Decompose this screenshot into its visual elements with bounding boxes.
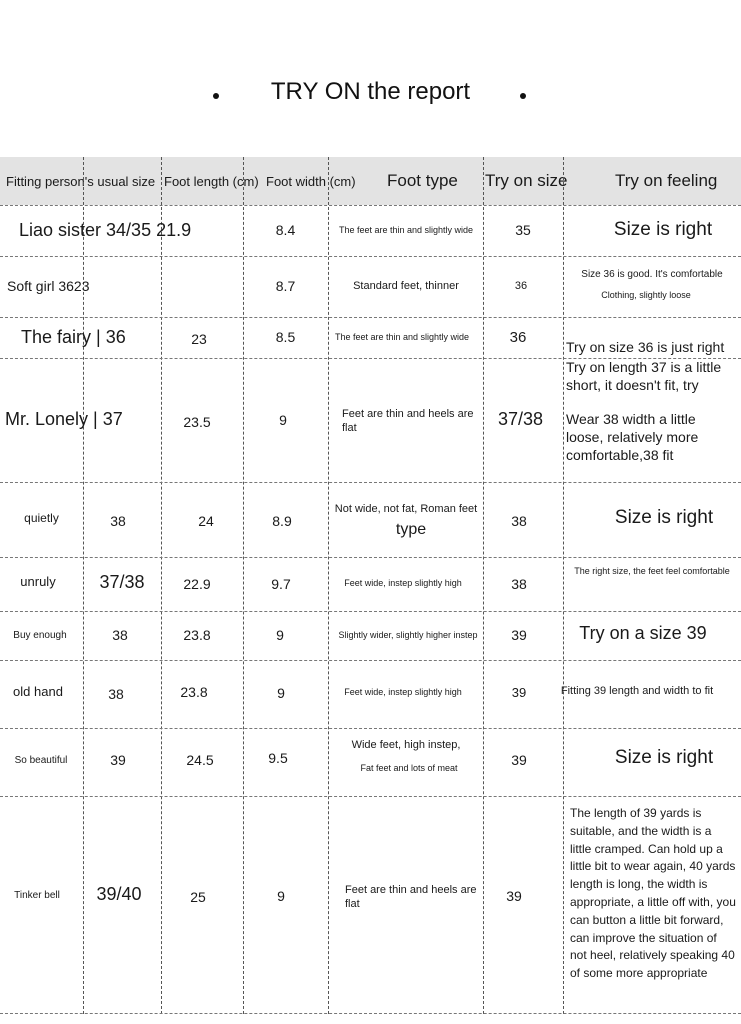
row-try-on-size: 36 bbox=[509, 328, 527, 346]
row-feeling: The length of 39 yards is suitable, and the width is a little cramped. Can hold up a little bit to wear again, 40 yards length is long, the width is appropriate, a little off with, you can button a little bit forward, can improve the situation of not heel, relatively speaking 40 of some more appropriate bbox=[570, 806, 736, 981]
row-foot-width: 9.5 bbox=[268, 749, 288, 766]
row-foot-width: 9 bbox=[277, 887, 285, 904]
header-try-on-feeling: Try on feeling bbox=[615, 171, 718, 190]
row-try-on-size: 39 bbox=[506, 887, 522, 904]
row-feeling: Try on a size 39 bbox=[579, 623, 707, 644]
header-foot-width: Foot width (cm) bbox=[266, 173, 356, 189]
row-foot-width: 9 bbox=[276, 627, 284, 644]
row-foot-length: 23.8 bbox=[183, 627, 211, 644]
header-try-on-size: Try on size bbox=[485, 171, 568, 190]
title-bullet-right bbox=[520, 93, 526, 99]
row-feeling-line-1: Size 36 is good. It's comfortable bbox=[581, 268, 723, 280]
row-usual-size: 38 bbox=[112, 627, 128, 644]
row-foot-width: 9 bbox=[277, 684, 285, 701]
row-name: quietly bbox=[24, 510, 59, 525]
row-foot-length: 24 bbox=[198, 513, 214, 530]
row-foot-width: 8.5 bbox=[275, 329, 296, 346]
row-foot-length: 24.5 bbox=[186, 751, 214, 768]
row-foot-length: 25 bbox=[190, 888, 206, 905]
row-feeling-line-1: Try on length 37 is a little short, it doesn't fit, try bbox=[566, 359, 722, 394]
row-name: old hand bbox=[13, 683, 63, 699]
row-try-on-size: 39 bbox=[511, 751, 527, 768]
row-foot-width: 9.7 bbox=[271, 576, 291, 593]
row-foot-type: The feet are thin and slightly wide bbox=[334, 331, 470, 342]
row-foot-type: The feet are thin and slightly wide bbox=[338, 224, 474, 235]
header-foot-length: Foot length (cm) bbox=[164, 173, 259, 189]
row-foot-width: 8.9 bbox=[272, 513, 292, 530]
row-feeling: Fitting 39 length and width to fit bbox=[560, 684, 714, 697]
row-feeling: Size is right bbox=[614, 507, 714, 529]
row-foot-width: 9 bbox=[279, 411, 287, 428]
row-try-on-size: 36 bbox=[514, 280, 528, 293]
row-feeling: The right size, the feet feel comfortable bbox=[574, 566, 730, 577]
page-title: TRY ON the report bbox=[270, 78, 471, 105]
row-foot-type: Feet wide, instep slightly high bbox=[344, 577, 462, 588]
row-foot-type-line-1: Not wide, not fat, Roman feet bbox=[334, 502, 478, 515]
row-foot-length: 23.5 bbox=[183, 413, 211, 430]
row-foot-width: 8.4 bbox=[275, 222, 296, 239]
row-feeling: Size is right bbox=[613, 219, 713, 241]
row-name: Tinker bell bbox=[14, 889, 60, 901]
row-usual-size: 38 bbox=[108, 685, 124, 702]
row-feeling-line-2: Wear 38 width a little loose, relatively more comfortable,38 fit bbox=[566, 411, 699, 464]
row-try-on-size: 38 bbox=[511, 513, 527, 530]
row-name: Mr. Lonely | 37 bbox=[5, 409, 123, 430]
row-usual-size: 37/38 bbox=[99, 571, 145, 592]
row-name: The fairy | 36 bbox=[21, 326, 126, 347]
row-foot-length: 23 bbox=[191, 331, 207, 348]
header-usual-size: Fitting person's usual size bbox=[6, 173, 156, 189]
row-foot-type: Feet are thin and heels are flat bbox=[345, 883, 477, 910]
row-name: So beautiful bbox=[14, 754, 68, 766]
row-usual-size: 39 bbox=[110, 751, 126, 768]
row-feeling-line-2: Clothing, slightly loose bbox=[601, 290, 691, 301]
row-name: Liao sister 34/35 21.9 bbox=[19, 219, 192, 240]
row-foot-type: Feet are thin and heels are flat bbox=[342, 407, 474, 434]
header-foot-type: Foot type bbox=[387, 171, 458, 190]
row-name: Soft girl 3623 bbox=[7, 278, 90, 295]
row-foot-type: Standard feet, thinner bbox=[353, 280, 459, 293]
row-try-on-size: 39 bbox=[511, 684, 527, 700]
row-foot-type-line-1: Wide feet, high instep, bbox=[351, 738, 461, 751]
row-foot-type-line-2: type bbox=[395, 520, 427, 538]
row-try-on-size: 35 bbox=[515, 222, 531, 239]
row-feeling: Size is right bbox=[614, 746, 714, 768]
row-foot-length: 22.9 bbox=[183, 576, 211, 593]
row-foot-type: Slightly wider, slightly higher instep bbox=[338, 629, 478, 640]
row-foot-type-line-2: Fat feet and lots of meat bbox=[360, 763, 458, 774]
row-try-on-size: 39 bbox=[511, 627, 527, 644]
row-foot-width: 8.7 bbox=[275, 278, 296, 295]
row-name: Buy enough bbox=[13, 630, 67, 641]
row-try-on-size: 38 bbox=[511, 576, 527, 593]
row-feeling: Try on size 36 is just right bbox=[566, 338, 725, 355]
row-name: unruly bbox=[20, 574, 56, 590]
row-foot-length: 23.8 bbox=[180, 683, 208, 700]
row-usual-size: 38 bbox=[110, 513, 126, 530]
row-try-on-size: 37/38 bbox=[497, 409, 544, 430]
row-foot-type: Feet wide, instep slightly high bbox=[344, 687, 462, 698]
row-usual-size: 39/40 bbox=[96, 884, 142, 905]
